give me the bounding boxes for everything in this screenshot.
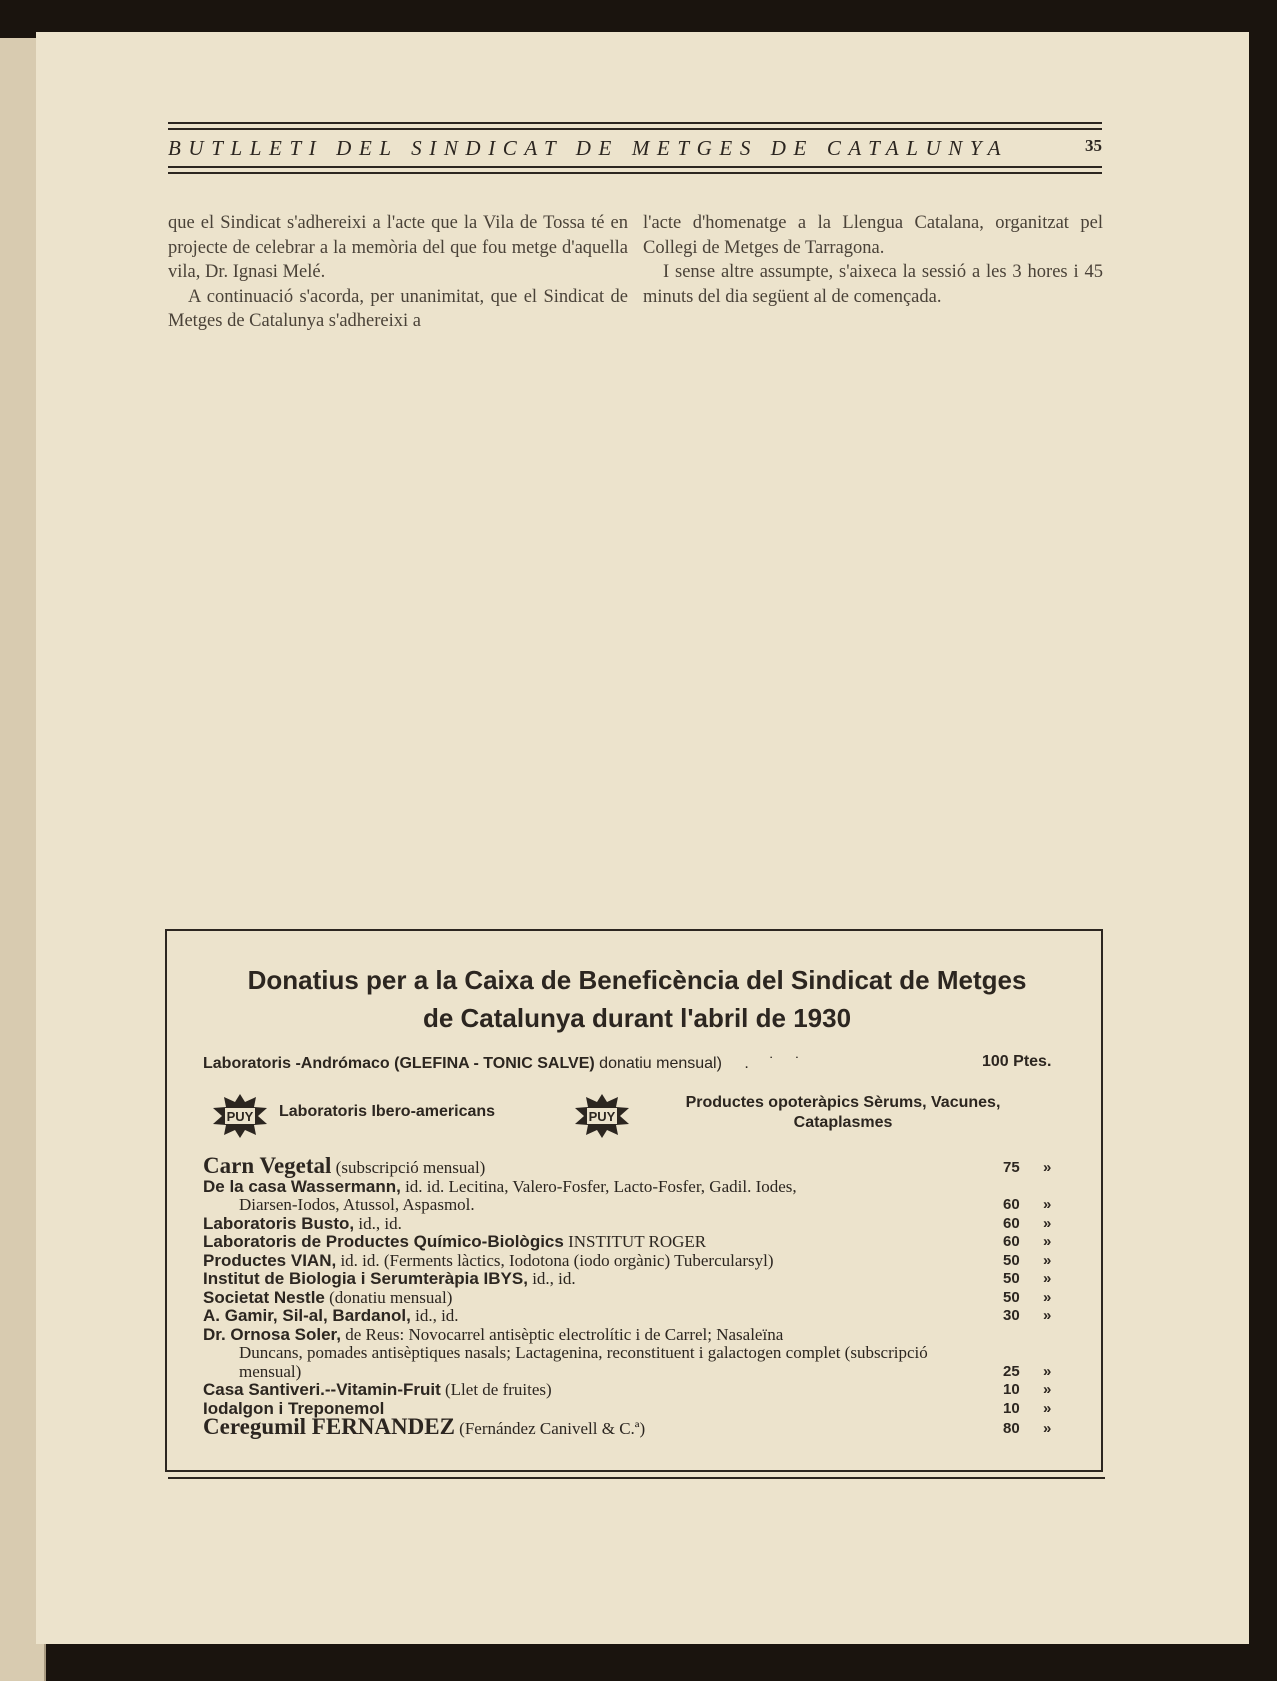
donor-name: De la casa Wassermann, [203, 1176, 401, 1196]
puy-advert [211, 1089, 1071, 1147]
running-header [168, 122, 1102, 174]
donation-entry [203, 1289, 1073, 1308]
donor-detail: (donatiu mensual) [324, 1287, 453, 1307]
donor-name: Dr. Ornosa Soler, [203, 1324, 341, 1344]
page-number: 35 [1085, 136, 1102, 155]
paragraph: l'acte d'homenatge a la Llengua Catalana, organitzat pel Collegi de Metges de Tarragona. [643, 213, 1103, 258]
svg-text:PUY: PUY [226, 1109, 254, 1124]
paragraph: A continuació s'acorda, per unanimitat, que el Sindicat de Metges de Catalunya s'adhereixi a [168, 286, 628, 331]
donation-amount: 50 » [1003, 1251, 1052, 1269]
puy-products: Productes opoteràpics Sèrums, Vacunes, Cataplasmes [685, 1094, 1001, 1131]
donation-entry [203, 1233, 1073, 1252]
donation-entry [203, 1270, 1073, 1289]
donor-detail: (subscripció mensual) [331, 1158, 486, 1177]
donation-entry [203, 1215, 1073, 1234]
donations-title: Donatius per a la Caixa de Beneficència del Sindicat de Metges de Catalunya durant l'abril de 1930 [247, 965, 1027, 1033]
donation-entry [203, 1178, 1073, 1215]
donor-name: Productes VIAN, [203, 1250, 337, 1270]
donor-name: Casa Santiveri.--Vitamin-Fruit [203, 1380, 441, 1399]
puy-logo-icon [573, 1093, 631, 1139]
donor-name: Carn Vegetal [203, 1153, 332, 1178]
donation-amount: 10 » [1003, 1381, 1052, 1398]
donor-detail: id., id. [410, 1306, 459, 1325]
donation-amount: 60 » [1003, 1196, 1052, 1213]
donor-name: A. Gamir, Sil-al, Bardanol, [203, 1306, 411, 1325]
donation-amount: 50 » [1003, 1288, 1052, 1306]
donation-entry [203, 1307, 1073, 1326]
donation-entry [203, 1153, 1073, 1178]
paragraph: I sense altre assumpte, s'aixeca la sessió a les 3 hores i 45 minuts del dia següent al de començada. [643, 262, 1103, 307]
box-bottom-rule [168, 1477, 1105, 1479]
donation-entry [203, 1381, 1073, 1400]
andromaco-amount: 100 Ptes. [982, 1053, 1052, 1070]
donor-detail-continued: Diarsen-Iodos, Atussol, Aspasmol. [239, 1195, 475, 1214]
donation-amount: 60 » [1003, 1214, 1052, 1232]
journal-title: BUTLLETI DEL SINDICAT DE METGES DE CATALUNYA [168, 136, 1009, 160]
donor-detail: (Llet de fruites) [440, 1380, 552, 1399]
right-column [643, 211, 1103, 309]
donation-list [203, 1153, 1073, 1439]
donor-detail: id., id. [527, 1269, 576, 1288]
andromaco-line: Laboratoris -Andrómaco (GLEFINA - TONIC SALVE) donatiu mensual) . ˙ ˙ [203, 1055, 809, 1072]
puy-label: Laboratoris Ibero-americans [279, 1103, 496, 1120]
donation-amount: 80 » [1003, 1420, 1052, 1437]
donor-name: Laboratoris Busto, [203, 1213, 355, 1233]
donation-entry [203, 1414, 1073, 1439]
donation-amount: 50 » [1003, 1270, 1052, 1287]
donor-name: Institut de Biologia i Serumteràpia IBYS, [203, 1269, 528, 1288]
donation-entry [203, 1252, 1073, 1271]
donation-entry [203, 1326, 1073, 1382]
donation-amount: 30 » [1003, 1307, 1052, 1324]
donations-box [165, 929, 1103, 1472]
svg-text:PUY: PUY [588, 1109, 616, 1124]
puy-logo-icon [211, 1093, 269, 1139]
donation-amount: 25 » [1003, 1362, 1052, 1380]
donor-detail: de Reus: Novocarrel antisèptic electrolític i de Carrel; Nasaleïna [340, 1324, 784, 1344]
paragraph: que el Sindicat s'adhereixi a l'acte que la Vila de Tossa té en projecte de celebrar a la memòria del que fou metge d'aquella vila, Dr. Ignasi Melé. [168, 213, 628, 282]
donor-name: Societat Nestle [203, 1287, 325, 1307]
donor-detail-continued: Duncans, pomades antisèptiques nasals; Lactagenina, reconstituent i galactogen complet (subscripció mensual) [239, 1343, 928, 1381]
donor-name: Iodalgon i Treponemol [203, 1398, 385, 1418]
donation-amount: 60 » [1003, 1233, 1052, 1250]
donation-amount: 10 » [1003, 1399, 1052, 1417]
donor-detail: (Fernández Canivell & C.ª) [454, 1419, 646, 1438]
donor-detail: INSTITUT ROGER [563, 1232, 707, 1251]
donor-detail: id., id. [354, 1213, 402, 1233]
donor-detail: id. id. Lecitina, Valero-Fosfer, Lacto-Fosfer, Gadil. Iodes, [400, 1176, 797, 1196]
donor-name: Ceregumil FERNANDEZ [203, 1414, 455, 1439]
donor-name: Laboratoris de Productes Químico-Biològics [203, 1232, 564, 1251]
left-column [168, 211, 628, 334]
donation-amount: 75 » [1003, 1159, 1052, 1176]
donor-detail: id. id. (Ferments làctics, Iodotona (iodo orgànic) Tubercularsyl) [336, 1250, 774, 1270]
